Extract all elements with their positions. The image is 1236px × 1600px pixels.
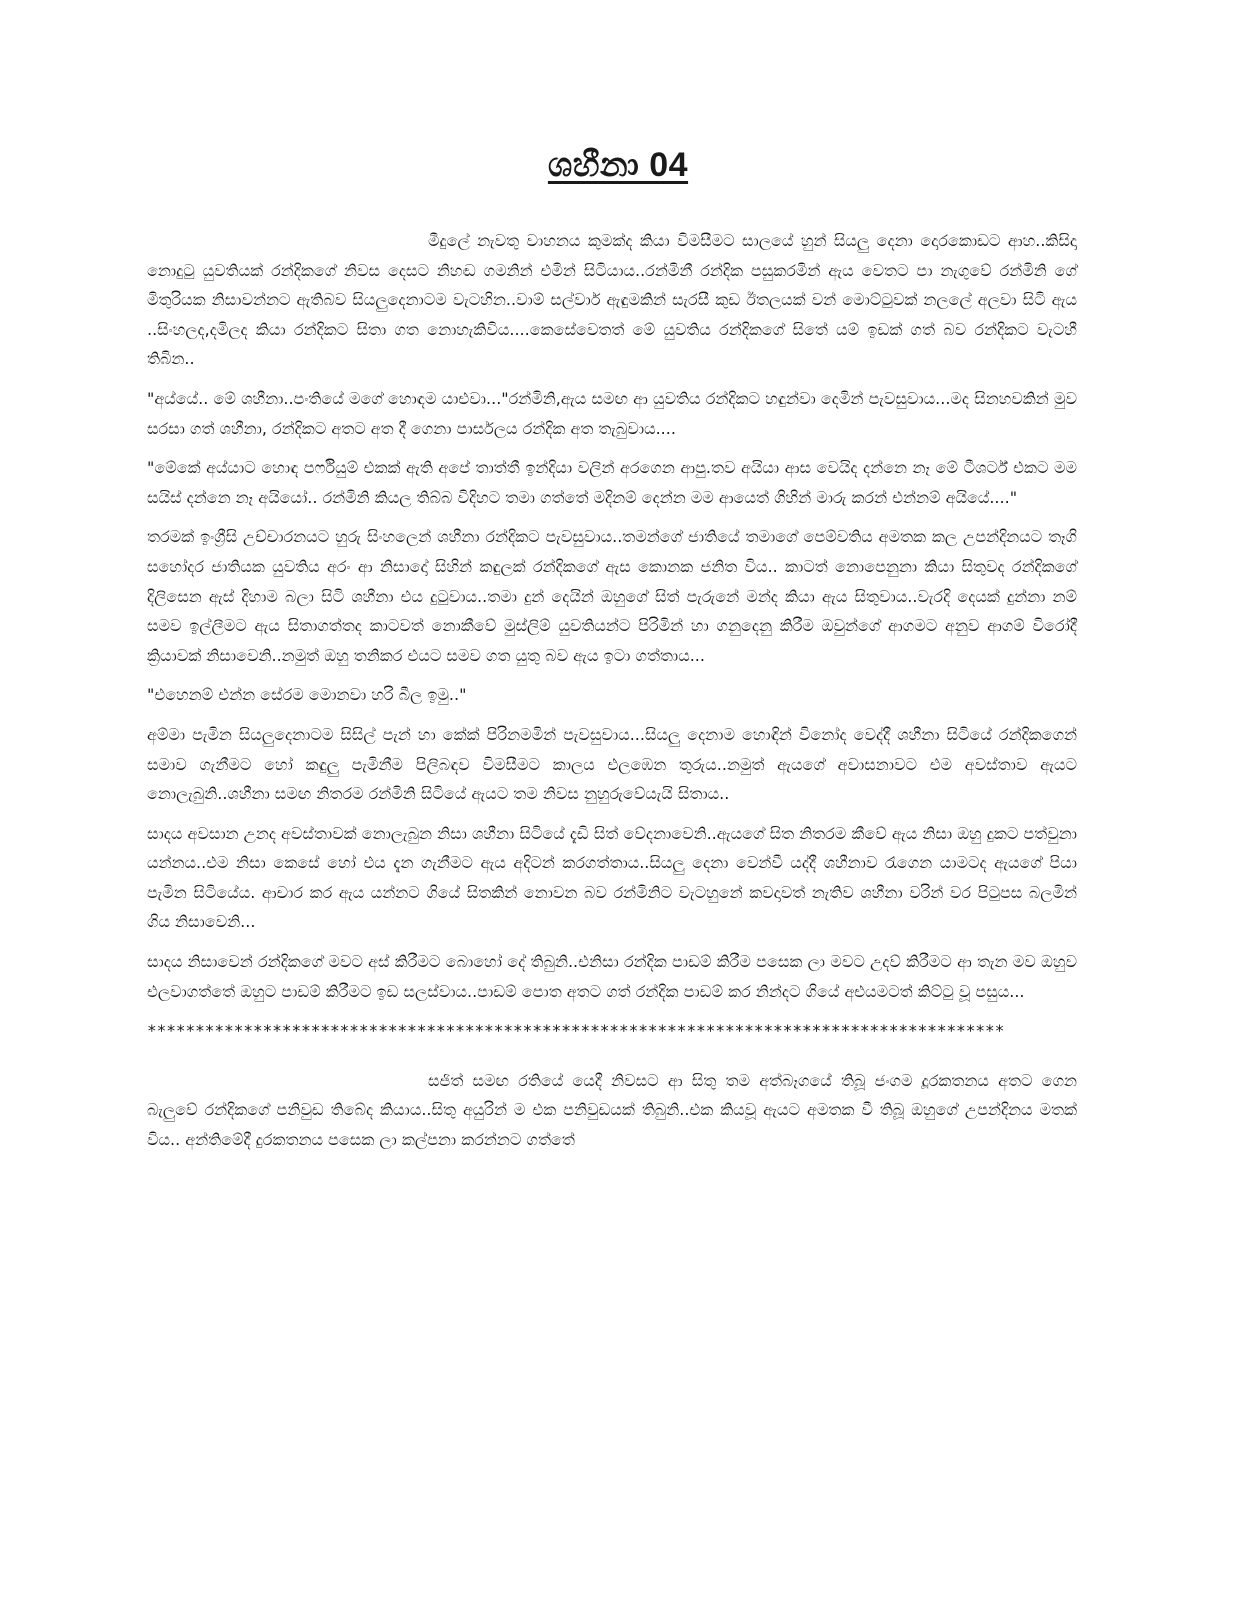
paragraph-1: මීදුලේ නැවතු වාහනය කුමක්ද කියා විමසීමට සාලයේ හුන් සියලු දෙනා දොරකොඩට ආහ..කිසිදා නොදුටු යුවතියක් රන්දිකගේ නිවස දෙසට නිහඬ ගමනින් එමින් සිටියාය..රන්මිනී රන්දික පසුකරමින් ඇය වෙතට පා නැගුවේ රන්මිනි ගේ මිතුරියක නිසාවන්නට ඇතිබව සියලුදෙනාටම වැටහින..වාම් සල්වාර් ඇඳුමකින් සැරසී කුඩ ඊතලයක් වන් මොට්ටුවක් නලලේ අලවා සිටි ඇය ..සිංහලද,දමිලද කියා රන්දිකට සිතා ගත නොහැකිවිය....කෙසේවෙතත් මේ යුවතිය රන්දිකගේ සිතේ යම් ඉඩක් ගත් බව රන්දිකට වැටහී තිබින.. bbox=[147, 231, 1077, 369]
paragraph-2: "අය්යේ.. මේ ශහීනා..පංතියේ මගේ හොඳම යාළුවා..."රන්මිනි,ඇය සමඟ ආ යුවතිය රන්දිකට හඳුන්වා දෙමින් පැවසුවාය...මද සිනහවකින් මුව සරසා ගත් ශහීනා, රන්දිකට අතට අත දී ගෙනා පාර්සලය රන්දික අත තැබුවාය.... bbox=[147, 388, 1077, 438]
paragraph-continued: සජිත් සමඟ රතියේ යෙදී නිවසට ආ සිතු තම අත්බෑගයේ තිබූ ජංගම දූරකතනය අතට ගෙන බැලුවේ රන්දිකගේ පනිවුඩ තිබේද කියාය..සිතු අයුරින් ම එක පනිවුඩයක් තිබුනි..එක කියවූ ඇයට අමතක වී තිබූ ඔහුගේ උපන්දිනය මතක් විය.. අන්තිමේදී දුරකතනය පසෙක ලා කල්පනා කරන්නට ගත්තේ bbox=[147, 1070, 1077, 1150]
paragraph-7: සාදය අවසාන උනද අවස්තාවක් නොලැබුන නිසා ශහීනා සිටියේ දැඩි සිත් වේදනාවෙනි..ඇයගේ සිත නිතරම කීවේ ඇය නිසා ඔහු දුකට පත්වුනා යන්නය..එම නිසා කෙසේ හෝ එය දැන ගැනීමට ඇය අදිටන් කරගත්තාය..සියලු දෙනා වෙන්වී යද්දී ශහීනාව රැගෙන යාමටද ඇයගේ පියා පැමින සිටියේය. ආචාර කර ඇය යන්නට ගියේ සිතකින් නොවන බව රන්මිනිට වැටහුනේ කවදාවත් නැතිව ශහීනා වරින් වර පිටුපස බලමින් ගිය නිසාවෙනි... bbox=[147, 823, 1078, 932]
paragraph-5: "එහෙනම් එන්න සේරම මොනවා හරි බීල ඉමු.." bbox=[147, 685, 467, 705]
paragraph-6: අම්මා පැමින සියලුදෙනාටම සිසිල් පැන් හා කේක් පිරිනමමින් පැවසුවාය...සියලු දෙනාම හොඳින් විනෝද වෙද්දී ශහීනා සිටියේ රන්දිකගෙන් සමාව ගැනීමට හෝ කඳුලු පැමිනීම පිලිබඳව විමසීමට කාලය එලඹෙන තුරුය..නමුත් ඇයගේ අවාසනාවට එම අවස්තාව ඇයට නොලැබුනි..ශහීනා සමඟ නිතරම රන්මිනි සිටියේ ඇයට තම නිවස නුහුරුවේයැයි සිතාය.. bbox=[147, 724, 1077, 804]
paragraph-8: සාදය නිසාවෙන් රන්දිකගේ මවට අස් කිරීමට බොහෝ දේ තිබුනි..එනිසා රන්දික පාඩම් කිරීම පසෙක ලා මවට උදව් කිරීමට ආ තැන මව ඔහුව එලවාගත්තේ ඔහුට පාඩම් කිරීමට ඉඩ සලස්වාය..පාඩම් පොත අතට ගත් රන්දික පාඩම් කර නින්දට ගියේ අළුයමටත් කිට්ටු වූ පසුය... bbox=[147, 952, 1077, 1001]
document-body bbox=[147, 226, 1077, 1165]
section-divider: ***************************************************************************************** bbox=[147, 1021, 1005, 1041]
page-title: ශහීනා 04 bbox=[547, 146, 689, 184]
paragraph-4: තරමක් ඉංග්‍රීසි උච්චාරනයට හුරු සිංහලෙන් ශහීනා රන්දිකට පැවසුවාය..තමන්ගේ ජාතියේ තමාගේ පෙම්වතිය අමතක කල උපන්දිනයට තෑගි සහෝදර ජාතියක යුවතිය අරං ආ නිසාදෝ සිහින් කඳුලක් රන්දිකගේ ඇස කොනක ජනිත විය.. කාටත් නොපෙනුනා කියා සිතුවද රන්දිකගේ දිලිසෙන ඇස් දිහාම බලා සිටි ශහීනා එය දුටුවාය..තමා දුන් දෙයින් ඔහුගේ සිත් පැරුනේ මන්ද කියා ඇය සිතුවාය..වැරදි දෙයක් දුන්නා නම් සමව ඉල්ලීමට ඇය සිතාගත්තද කාටවත් නොකීවේ මුස්ලිම් යුවතියන්ට පිරිමින් හා ගනුදෙනු කිරීම ඔවුන්ගේ ආගමට අනුව ආගම් විරෝදී ක්‍රියාවක් නිසාවෙනි..නමුත් ඔහු තනිකර එයට සමව ගත යුතු බව ඇය ඉටා ගත්තාය... bbox=[147, 527, 1077, 665]
paragraph-3: "මේකේ අය්යාට හොඳ පර්ෆියුම් එකක් ඇති අපේ තාත්තී ඉන්දියා වලින් අරගෙන ආපු.තව අයියා ආස වෙයිද දන්නෙ නෑ මේ ටීශර්ට් එකට මම සයිස් දන්නෙ නෑ අයියෝ.. රන්මිනි කියල තිබ්බ විදිහට තමා ගත්තේ මදිනම් දෙන්න මම ආයෙත් ගිහින් මාරු කරන් එන්නම් අයියේ...." bbox=[147, 458, 1077, 507]
